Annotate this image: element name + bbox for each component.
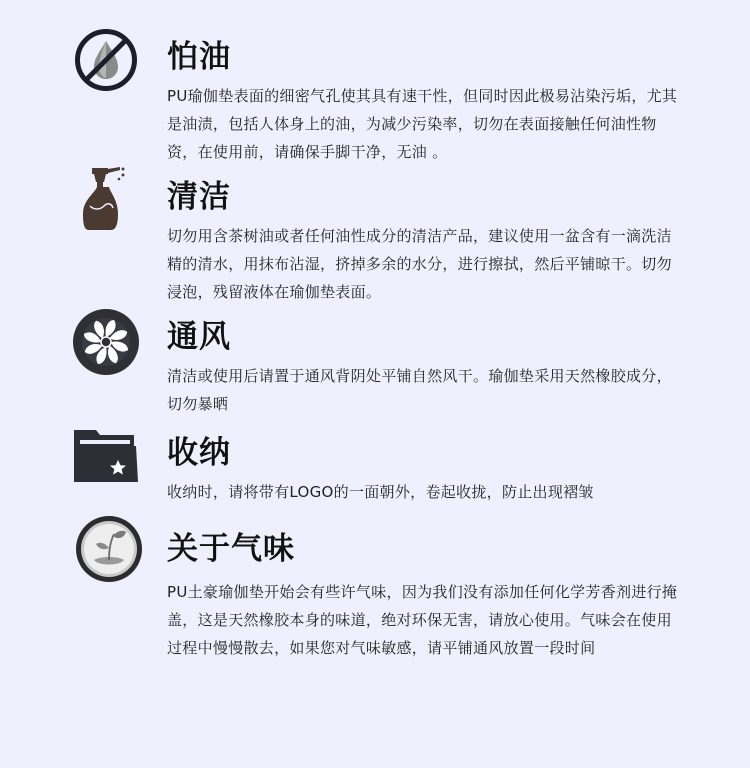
folder-star-icon (72, 424, 140, 484)
section-body: 清洁或使用后请置于通风背阴处平铺自然风干。瑜伽垫采用天然橡胶成分，切勿暴晒 (167, 367, 672, 413)
section-title: 通风 (167, 319, 231, 355)
section-body: PU瑜伽垫表面的细密气孔使其具有速干性，但同时因此极易沾染污垢，尤其是油渍，包括人体身上的油，为减少污染率，切勿在表面接触任何油性物资，在使用前，请确保手脚干净，无油 。 (167, 87, 678, 161)
section-title: 怕油 (167, 39, 231, 75)
fan-icon (72, 308, 140, 376)
no-oil-drop-icon (74, 28, 138, 92)
section-title: 关于气味 (167, 531, 295, 567)
leaf-smell-icon (74, 514, 144, 584)
spray-bottle-icon (80, 166, 126, 232)
section-title: 收纳 (167, 435, 231, 471)
section-body: PU土豪瑜伽垫开始会有些许气味，因为我们没有添加任何化学芳香剂进行掩盖，这是天然橡胶本身的味道，绝对环保无害，请放心使用。气味会在使用过程中慢慢散去，如果您对气味敏感，请平铺通风放置一段时间 (167, 583, 678, 657)
section-title: 清洁 (167, 179, 231, 215)
section-body: 收纳时，请将带有LOGO的一面朝外，卷起收拢，防止出现褶皱 (167, 483, 594, 501)
section-body: 切勿用含茶树油或者任何油性成分的清洁产品，建议使用一盆含有一滴洗洁精的清水，用抹布沾湿，挤掉多余的水分，进行擦拭，然后平铺晾干。切勿浸泡，残留液体在瑜伽垫表面。 (167, 227, 672, 301)
